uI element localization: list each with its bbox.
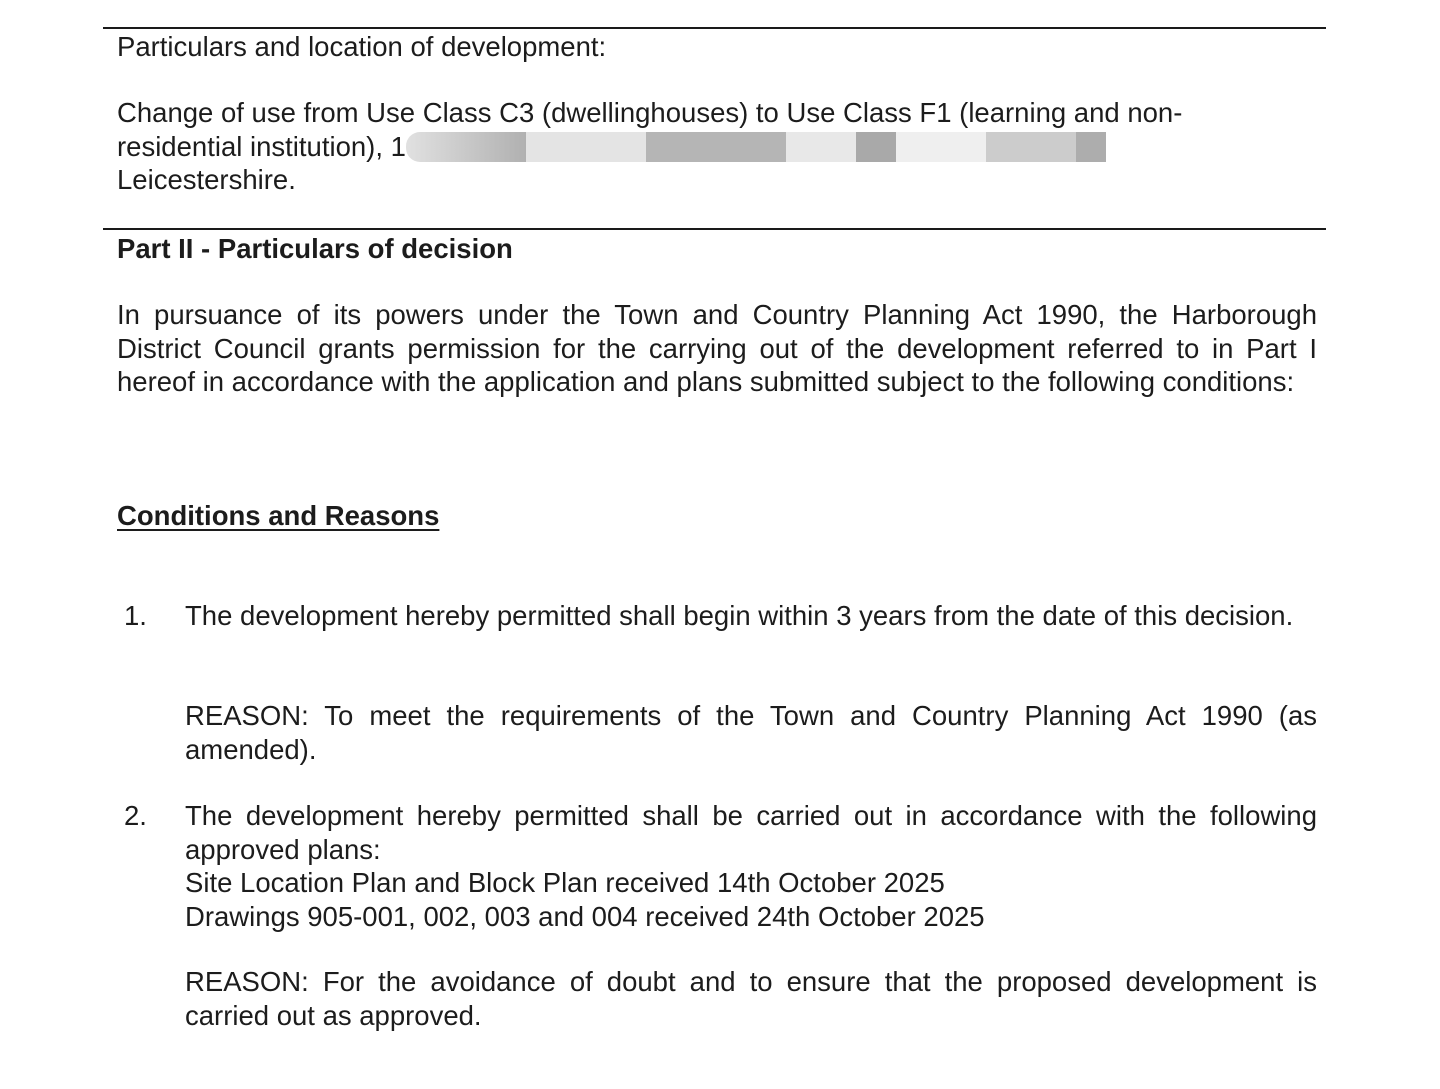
condition-2-number: 2. <box>124 800 147 831</box>
condition-2-reason: REASON: For the avoidance of doubt and to ensure that the proposed development is carried out as approved. <box>185 966 1317 1031</box>
condition-2-text: The development hereby permitted shall be carried out in accordance with the following approved plans: <box>185 800 1317 865</box>
conditions-heading <box>117 499 1317 533</box>
part-two-divider <box>103 228 1326 230</box>
description-line-2 <box>117 130 1317 164</box>
description-line-2-text: residential institution), 1 <box>117 130 406 162</box>
description-line-1: Change of use from Use Class C3 (dwellinghouses) to Use Class F1 (learning and non- <box>117 97 1183 128</box>
redacted-address <box>406 132 1106 162</box>
decision-paragraph: In pursuance of its powers under the Town and Country Planning Act 1990, the Harborough District Council grants permission for the carrying out of the development referred to in Part I hereof in accordance with the application and plans submitted subject to the following conditions: <box>117 299 1317 397</box>
part-two-heading: Part II - Particulars of decision <box>117 233 513 264</box>
development-description <box>117 96 1317 197</box>
conditions-heading-text: Conditions and Reasons <box>117 500 440 531</box>
condition-2-plan-2: Drawings 905-001, 002, 003 and 004 received 24th October 2025 <box>185 900 985 932</box>
condition-2-plan-1: Site Location Plan and Block Plan received 14th October 2025 <box>185 867 945 898</box>
top-divider <box>103 27 1326 29</box>
condition-2-body <box>185 799 1317 933</box>
description-line-3: Leicestershire. <box>117 164 296 195</box>
condition-1-number: 1. <box>124 600 147 631</box>
condition-1-reason: REASON: To meet the requirements of the Town and Country Planning Act 1990 (as amended). <box>185 700 1317 765</box>
condition-1-text: The development hereby permitted shall begin within 3 years from the date of this decision. <box>185 600 1294 631</box>
location-label: Particulars and location of development: <box>117 31 607 62</box>
